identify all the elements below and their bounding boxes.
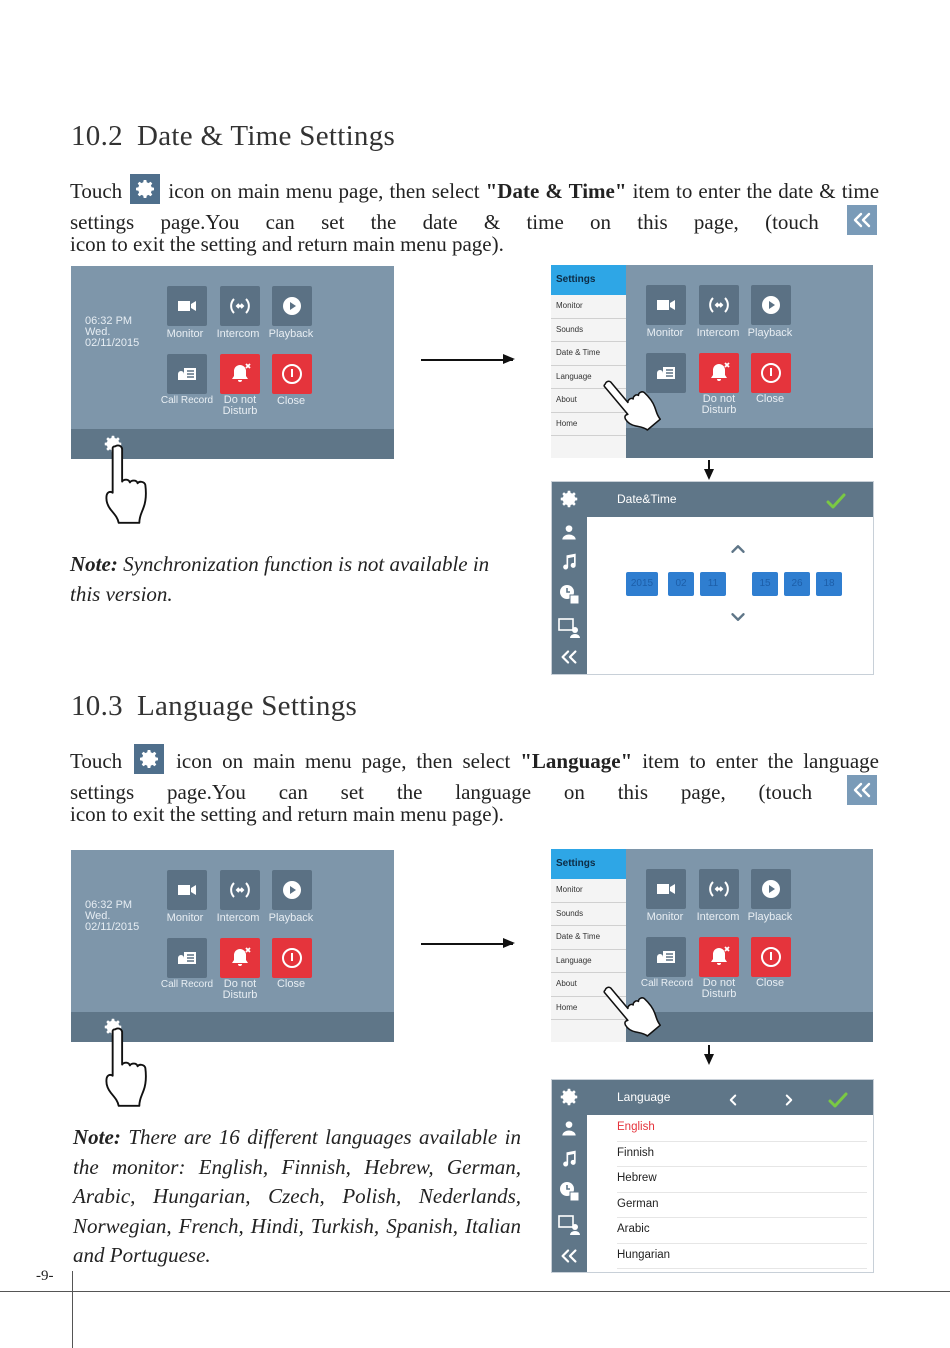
section-number: 10.2 xyxy=(71,120,123,152)
playback-tile[interactable] xyxy=(751,285,791,325)
day-field[interactable]: 11 xyxy=(700,572,726,596)
touch-hand-icon xyxy=(98,1025,160,1111)
intercom-label: Intercom xyxy=(216,912,260,924)
intercom-icon xyxy=(220,286,260,326)
play-icon xyxy=(751,285,791,325)
chevron-up-icon[interactable] xyxy=(727,538,749,560)
section-heading-language xyxy=(71,690,357,723)
monitor-label: Monitor xyxy=(166,912,204,924)
settings-item-about[interactable]: About xyxy=(551,973,626,997)
footer-vertical-rule xyxy=(72,1271,73,1348)
do-not-disturb-tile[interactable] xyxy=(220,354,260,394)
power-icon xyxy=(272,938,312,978)
do-not-disturb-tile[interactable] xyxy=(699,353,739,393)
close-label: Close xyxy=(755,977,785,989)
language-option-arabic[interactable]: Arabic xyxy=(617,1217,867,1244)
monitor-label: Monitor xyxy=(646,327,684,339)
camera-icon xyxy=(646,285,686,325)
close-tile[interactable] xyxy=(751,353,791,393)
play-icon xyxy=(751,869,791,909)
language-instructions xyxy=(70,744,879,806)
playback-label: Playback xyxy=(747,911,793,923)
playback-tile[interactable] xyxy=(751,869,791,909)
settings-item-monitor[interactable]: Monitor xyxy=(551,879,626,903)
day-text: Wed. xyxy=(85,326,111,338)
dnd-line2: Disturb xyxy=(701,988,737,1000)
bottom-bar xyxy=(626,428,873,458)
call-record-tile[interactable] xyxy=(646,353,686,393)
intercom-icon xyxy=(699,869,739,909)
touch-hand-icon xyxy=(98,442,160,528)
date-time-instructions-end xyxy=(70,230,879,258)
section-title: Date & Time Settings xyxy=(136,120,396,152)
flow-arrow xyxy=(421,359,513,361)
monitor-tile[interactable] xyxy=(646,869,686,909)
dnd-line2: Disturb xyxy=(222,989,258,1001)
gear-icon[interactable] xyxy=(558,1086,580,1108)
settings-sidebar xyxy=(551,265,626,458)
chevron-down-icon[interactable] xyxy=(727,606,749,628)
date-time-note xyxy=(70,550,510,609)
intercom-label: Intercom xyxy=(696,327,740,339)
playback-tile[interactable] xyxy=(272,870,312,910)
settings-item-about[interactable]: About xyxy=(551,389,626,413)
bell-icon xyxy=(699,353,739,393)
back-icon[interactable] xyxy=(558,1245,580,1267)
play-icon xyxy=(272,870,312,910)
camera-icon xyxy=(167,286,207,326)
language-title: Language xyxy=(617,1090,671,1104)
camera-icon xyxy=(167,870,207,910)
settings-rail xyxy=(552,1080,587,1272)
clock-readout xyxy=(85,900,139,933)
note-label: Note: xyxy=(73,1125,121,1149)
chevron-left-icon[interactable] xyxy=(724,1091,742,1109)
para-bold: "Language" xyxy=(520,749,633,773)
bell-icon xyxy=(699,937,739,977)
para-text: icon on main menu page, then select xyxy=(168,179,486,203)
back-icon[interactable] xyxy=(558,646,580,668)
do-not-disturb-tile[interactable] xyxy=(699,937,739,977)
language-instructions-end xyxy=(70,800,879,828)
playback-label: Playback xyxy=(268,912,314,924)
dnd-line1: Do not xyxy=(223,978,257,990)
intercom-tile[interactable] xyxy=(220,286,260,326)
clock-calendar-icon[interactable] xyxy=(557,582,581,606)
play-icon xyxy=(272,286,312,326)
picture-person-icon[interactable] xyxy=(557,1212,581,1236)
settings-menu-screen xyxy=(551,265,873,458)
gear-icon[interactable] xyxy=(558,488,580,510)
monitor-tile[interactable] xyxy=(167,286,207,326)
gear-icon xyxy=(130,174,160,204)
para-bold: "Date & Time" xyxy=(485,179,627,203)
bell-icon xyxy=(220,354,260,394)
para-text: Touch xyxy=(70,179,123,203)
gear-icon xyxy=(134,744,164,774)
language-option-german[interactable]: German xyxy=(617,1192,867,1219)
intercom-label: Intercom xyxy=(216,328,260,340)
clock-calendar-icon[interactable] xyxy=(557,1179,581,1203)
settings-item-home[interactable]: Home xyxy=(551,413,626,437)
power-icon xyxy=(751,353,791,393)
para-text: icon on main menu page, then select xyxy=(176,749,521,773)
flow-arrow xyxy=(421,943,513,945)
main-menu-screen xyxy=(71,850,394,1042)
call-record-tile[interactable] xyxy=(167,354,207,394)
record-icon xyxy=(646,937,686,977)
dnd-line2: Disturb xyxy=(701,404,737,416)
flow-arrow-down xyxy=(708,1045,710,1063)
call-record-tile[interactable] xyxy=(167,938,207,978)
intercom-icon xyxy=(699,285,739,325)
close-label: Close xyxy=(755,393,785,405)
date-text: 02/11/2015 xyxy=(85,921,140,933)
close-tile[interactable] xyxy=(272,354,312,394)
monitor-label: Monitor xyxy=(646,911,684,923)
picture-person-icon[interactable] xyxy=(557,615,581,639)
intercom-tile[interactable] xyxy=(220,870,260,910)
person-icon[interactable] xyxy=(559,1118,579,1138)
intercom-label: Intercom xyxy=(696,911,740,923)
time-text: 06:32 PM xyxy=(85,315,133,327)
power-icon xyxy=(751,937,791,977)
language-option-finnish[interactable]: Finnish xyxy=(617,1141,867,1168)
para-text: icon to exit the setting and return main menu page). xyxy=(70,802,504,826)
check-icon[interactable] xyxy=(826,1088,850,1112)
month-field[interactable]: 02 xyxy=(668,572,694,596)
close-label: Close xyxy=(276,978,306,990)
date-text: 02/11/2015 xyxy=(85,337,140,349)
main-menu-screen xyxy=(71,266,394,459)
footer-rule xyxy=(0,1291,950,1292)
settings-rail xyxy=(552,482,587,674)
settings-item-monitor[interactable]: Monitor xyxy=(551,295,626,319)
music-icon[interactable] xyxy=(559,1149,579,1169)
music-icon[interactable] xyxy=(559,552,579,572)
power-icon xyxy=(272,354,312,394)
section-number: 10.3 xyxy=(71,690,123,722)
close-tile[interactable] xyxy=(751,937,791,977)
intercom-tile[interactable] xyxy=(699,285,739,325)
dnd-line1: Do not xyxy=(702,393,736,405)
dnd-line1: Do not xyxy=(702,977,736,989)
call-record-label: Call Record xyxy=(640,978,694,989)
record-icon xyxy=(167,354,207,394)
para-text: Touch xyxy=(70,749,123,773)
monitor-tile[interactable] xyxy=(646,285,686,325)
settings-item-language[interactable]: Language xyxy=(551,950,626,974)
date-time-instructions xyxy=(70,174,879,236)
section-title: Language Settings xyxy=(136,690,358,722)
call-record-label: Call Record xyxy=(160,979,214,990)
second-field[interactable]: 18 xyxy=(816,572,842,596)
do-not-disturb-tile[interactable] xyxy=(220,938,260,978)
para-text: item to enter the language settings page.You can set the language on this page, (touch xyxy=(70,749,880,804)
date-time-title: Date&Time xyxy=(617,492,677,506)
note-label: Note: xyxy=(70,552,118,576)
camera-icon xyxy=(646,869,686,909)
para-text: item to enter the date & time settings page.You can set the date & time on this page, (touch xyxy=(70,179,880,234)
year-field[interactable]: 2015 xyxy=(626,572,658,596)
settings-item-sounds[interactable]: Sounds xyxy=(551,903,626,927)
settings-item-home[interactable]: Home xyxy=(551,997,626,1021)
settings-item-language[interactable]: Language xyxy=(551,366,626,390)
record-icon xyxy=(646,353,686,393)
close-label: Close xyxy=(276,395,306,407)
settings-item-sounds[interactable]: Sounds xyxy=(551,319,626,343)
note-text: There are 16 different languages available in the monitor: English, Finnish, Hebrew, German, Arabic, Hungarian, Czech, Polish, Nederlands, Norwegian, French, Hindi, Turkish, Spanish, Italian and Portuguese. xyxy=(73,1125,521,1267)
time-text: 06:32 PM xyxy=(85,899,133,911)
dnd-line2: Disturb xyxy=(222,405,258,417)
check-icon[interactable] xyxy=(824,489,848,513)
playback-label: Playback xyxy=(268,328,314,340)
settings-item-date-time[interactable]: Date & Time xyxy=(551,926,626,950)
monitor-label: Monitor xyxy=(166,328,204,340)
intercom-icon xyxy=(220,870,260,910)
minute-field[interactable]: 26 xyxy=(784,572,810,596)
settings-menu-screen xyxy=(551,849,873,1042)
language-option-english[interactable]: English xyxy=(617,1115,867,1142)
language-screen xyxy=(551,1079,874,1273)
call-record-tile[interactable] xyxy=(646,937,686,977)
language-option-hebrew[interactable]: Hebrew xyxy=(617,1166,867,1193)
language-note xyxy=(73,1123,521,1271)
intercom-tile[interactable] xyxy=(699,869,739,909)
para-text: icon to exit the setting and return main menu page). xyxy=(70,232,504,256)
settings-item-date-time[interactable]: Date & Time xyxy=(551,342,626,366)
note-text: Synchronization function is not available in this version. xyxy=(70,552,490,606)
playback-tile[interactable] xyxy=(272,286,312,326)
language-option-hungarian[interactable]: Hungarian xyxy=(617,1243,867,1270)
section-heading-date-time xyxy=(71,120,395,153)
person-icon[interactable] xyxy=(559,522,579,542)
record-icon xyxy=(167,938,207,978)
hour-field[interactable]: 15 xyxy=(752,572,778,596)
dnd-line1: Do not xyxy=(223,394,257,406)
clock-readout xyxy=(85,316,139,349)
settings-header: Settings xyxy=(551,265,626,295)
close-tile[interactable] xyxy=(272,938,312,978)
monitor-tile[interactable] xyxy=(167,870,207,910)
flow-arrow-down xyxy=(708,460,710,478)
call-record-label: Call Record xyxy=(160,395,214,406)
date-time-screen xyxy=(551,481,874,675)
settings-header: Settings xyxy=(551,849,626,879)
day-text: Wed. xyxy=(85,910,111,922)
bell-icon xyxy=(220,938,260,978)
page-number: -9- xyxy=(36,1268,54,1284)
chevron-right-icon[interactable] xyxy=(780,1091,798,1109)
playback-label: Playback xyxy=(747,327,793,339)
